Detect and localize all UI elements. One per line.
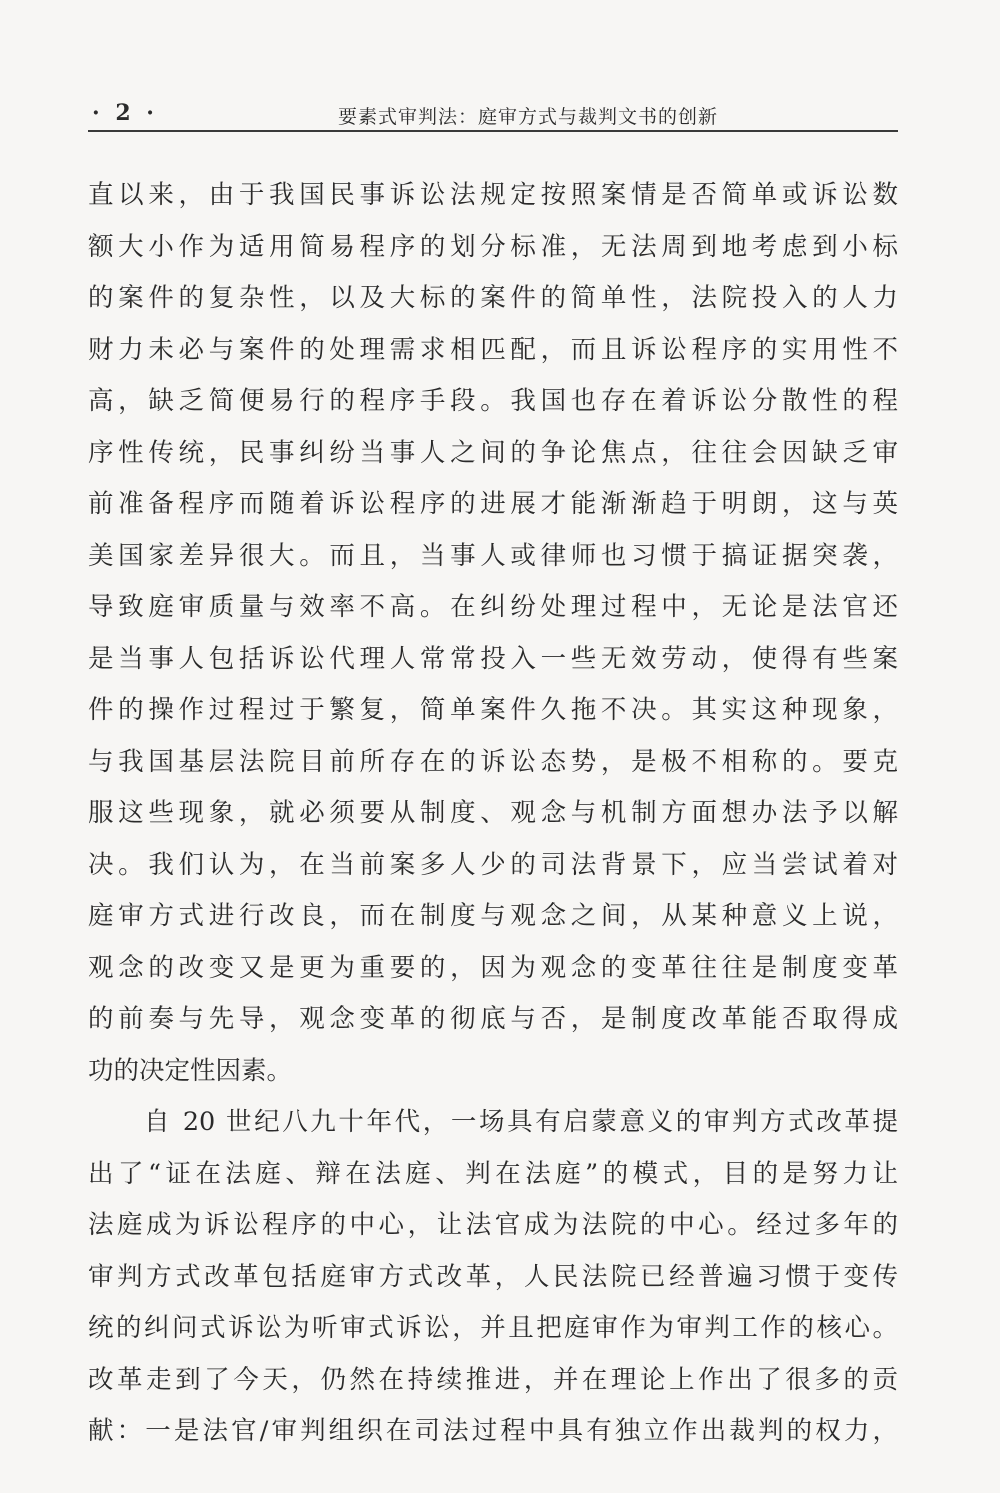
- text-line: 件的操作过程过于繁复，简单案件久拖不决。其实这种现象，: [88, 695, 898, 725]
- text-line: 导致庭审质量与效率不高。在纠纷处理过程中，无论是法官还: [88, 592, 898, 622]
- text-line: 的案件的复杂性，以及大标的案件的简单性，法院投入的人力: [88, 283, 898, 313]
- text-line: 出了“证在法庭、辩在法庭、判在法庭”的模式，目的是努力让: [88, 1158, 898, 1189]
- text-line: 财力未必与案件的处理需求相匹配，而且诉讼程序的实用性不: [88, 334, 898, 365]
- text-line: 改革走到了今天，仍然在持续推进，并在理论上作出了很多的贡: [88, 1364, 898, 1395]
- text-line: 献：一是法官/审判组织在司法过程中具有独立作出裁判的权力，: [88, 1416, 898, 1446]
- text-line: 前准备程序而随着诉讼程序的进展才能渐渐趋于明朗，这与英: [88, 489, 898, 519]
- text-line: 决。我们认为，在当前案多人少的司法背景下，应当尝试着对: [88, 849, 898, 880]
- text-line: 法庭成为诉讼程序的中心，让法官成为法院的中心。经过多年的: [88, 1210, 898, 1240]
- text-line: 直以来，由于我国民事诉讼法规定按照案情是否简单或诉讼数: [88, 180, 898, 210]
- text-line: 功的决定性因素。: [88, 1055, 293, 1086]
- text-line: 高，缺乏简便易行的程序手段。我国也存在着诉讼分散性的程: [88, 386, 898, 416]
- running-title: 要素式审判法：庭审方式与裁判文书的创新: [338, 106, 719, 128]
- text-line: 审判方式改革包括庭审方式改革，人民法院已经普遍习惯于变传: [88, 1261, 898, 1292]
- page-header: [88, 96, 898, 132]
- text-line: 是当事人包括诉讼代理人常常投入一些无效劳动，使得有些案: [88, 643, 898, 674]
- text-line: 服这些现象，就必须要从制度、观念与机制方面想办法予以解: [88, 798, 898, 828]
- text-line: 自 20 世纪八九十年代，一场具有启蒙意义的审判方式改革提: [144, 1107, 898, 1137]
- body-text: [88, 170, 898, 1458]
- paragraph-2: [88, 1097, 898, 1458]
- text-line: 额大小作为适用简易程序的划分标准，无法周到地考虑到小标: [88, 231, 898, 262]
- text-line: 美国家差异很大。而且，当事人或律师也习惯于搞证据突袭，: [88, 540, 898, 571]
- text-line: 庭审方式进行改良，而在制度与观念之间，从某种意义上说，: [88, 901, 898, 931]
- text-line: 序性传统，民事纠纷当事人之间的争论焦点，往往会因缺乏审: [88, 437, 898, 468]
- page-number: · 2 ·: [92, 100, 158, 126]
- text-line: 的前奏与先导，观念变革的彻底与否，是制度改革能否取得成: [88, 1004, 898, 1034]
- text-line: 与我国基层法院目前所存在的诉讼态势，是极不相称的。要克: [88, 746, 898, 777]
- text-line: 观念的改变又是更为重要的，因为观念的变革往往是制度变革: [88, 952, 898, 983]
- text-line: 统的纠问式诉讼为听审式诉讼，并且把庭审作为审判工作的核心。: [88, 1313, 898, 1343]
- paragraph-1: [88, 170, 898, 1097]
